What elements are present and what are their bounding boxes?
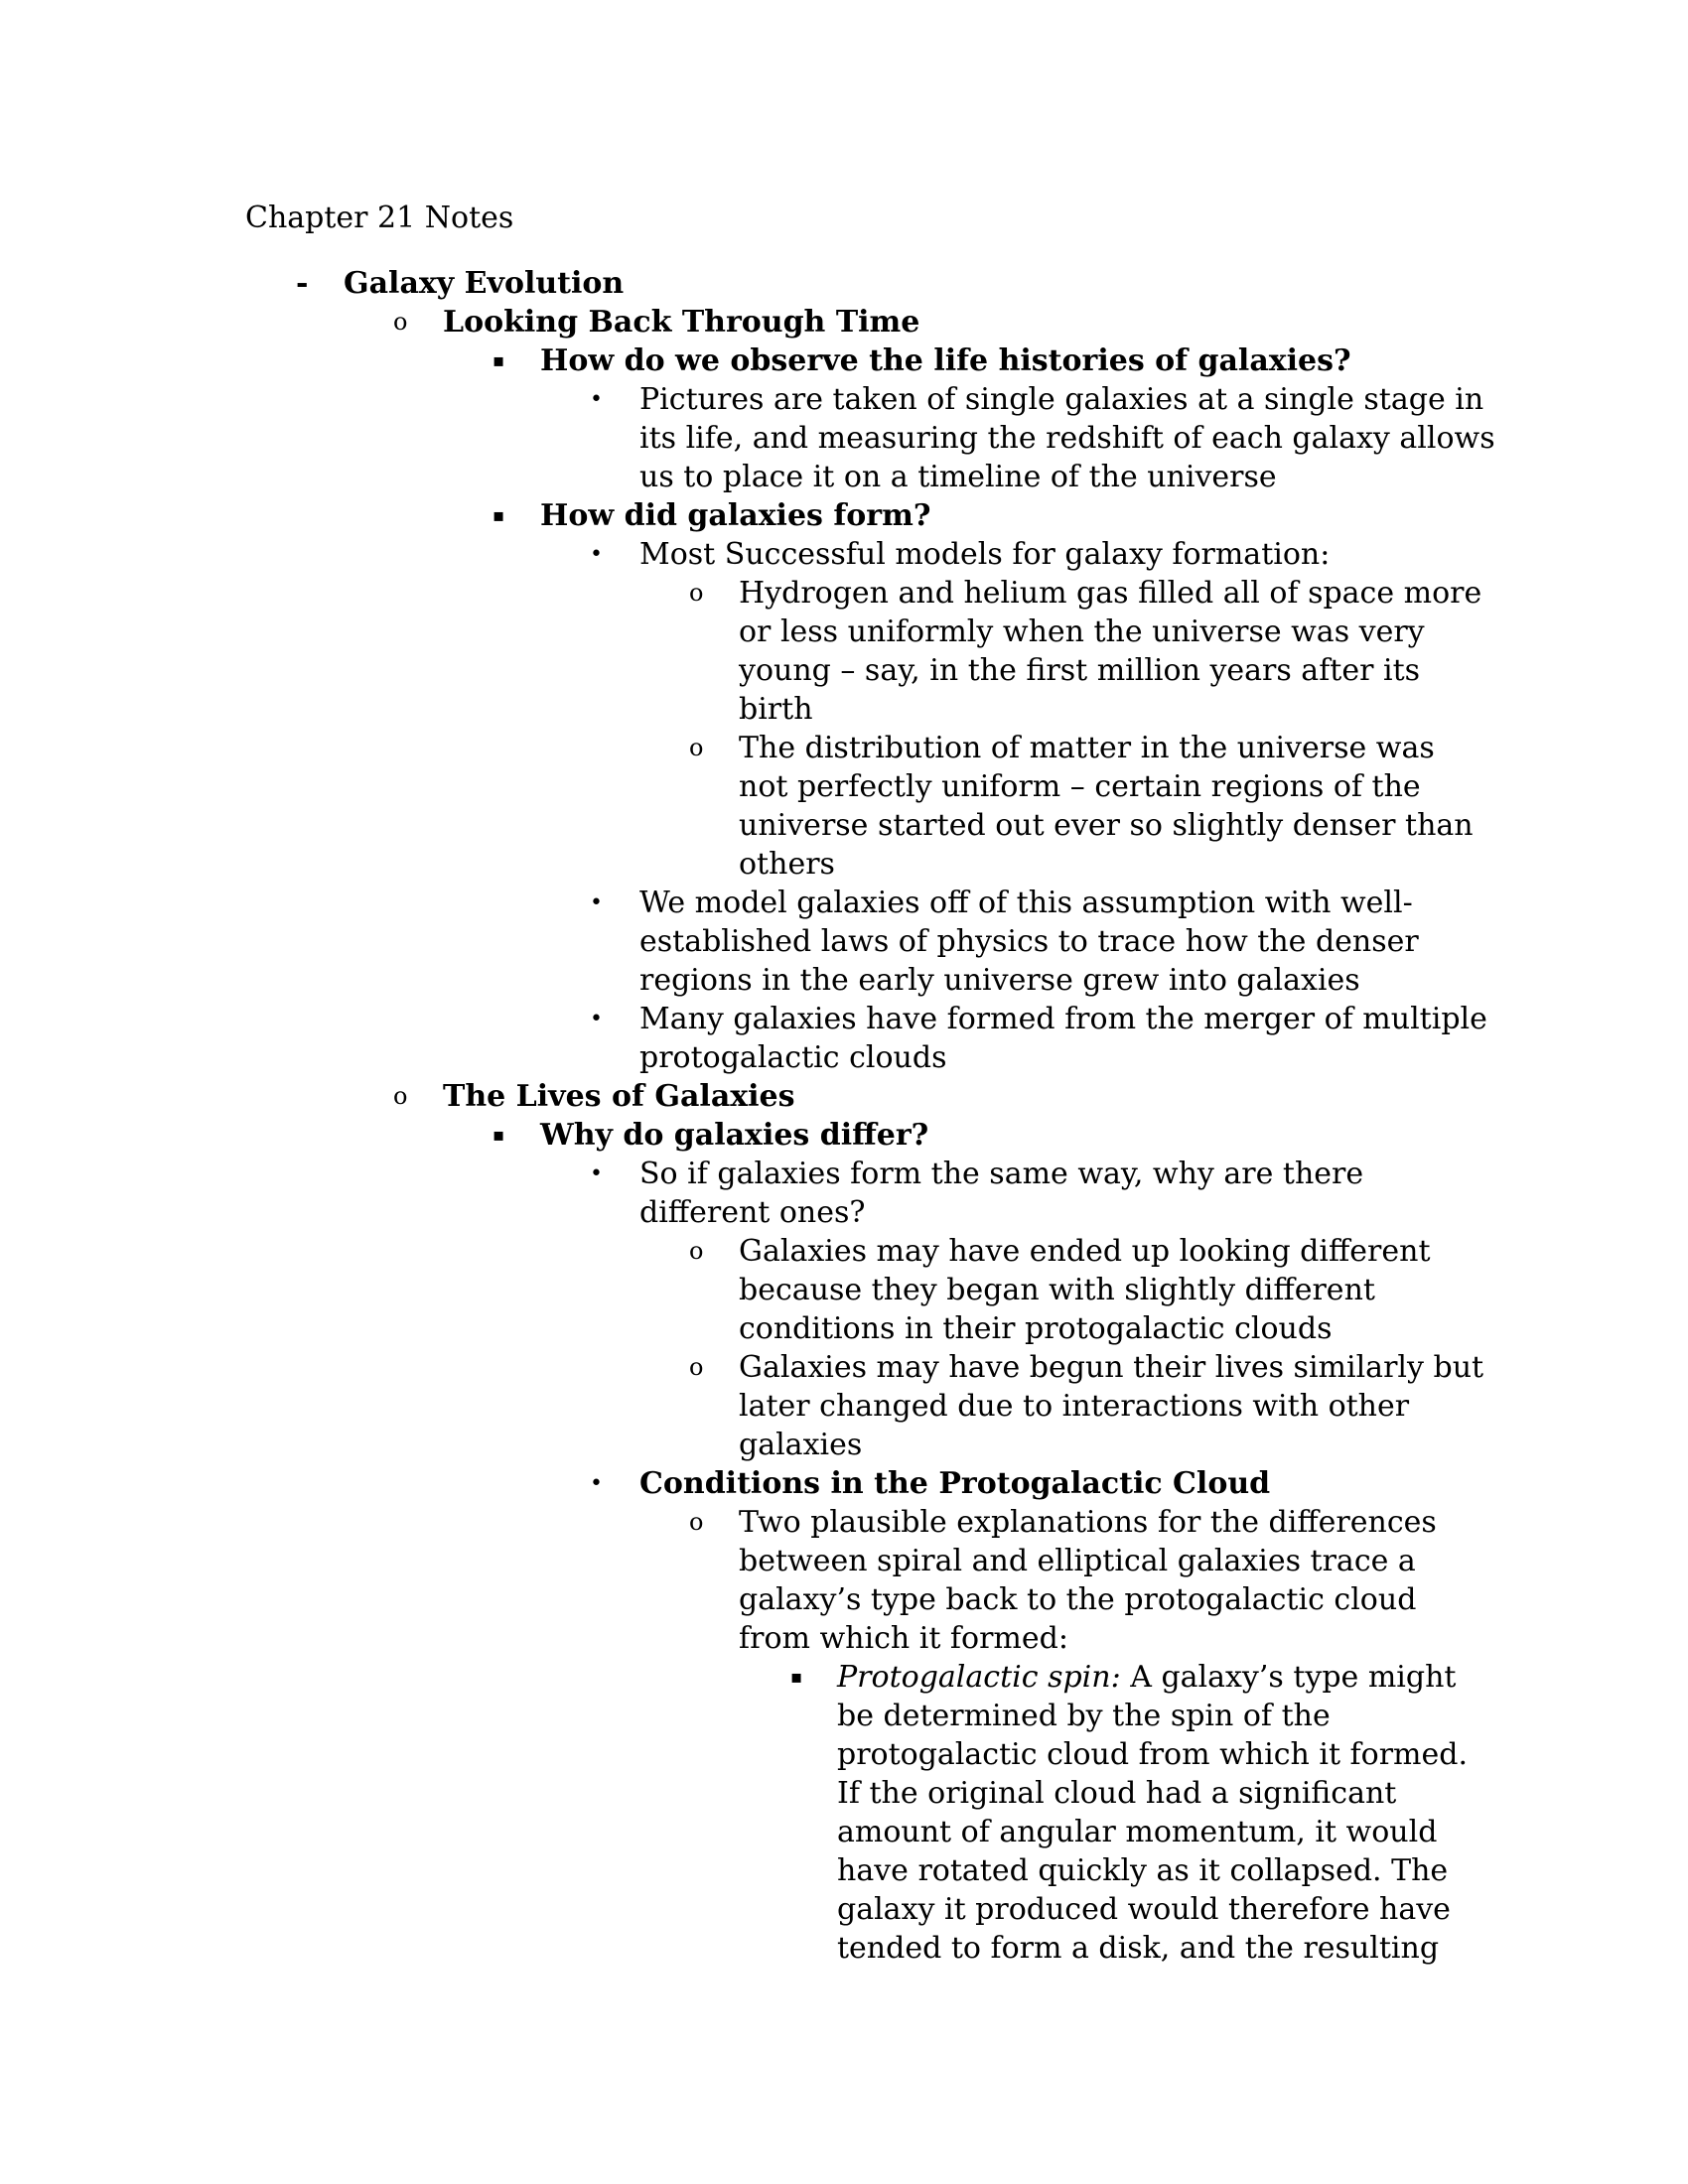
paragraph-line: galaxy’s type back to the protogalactic cloud bbox=[739, 1582, 1417, 1617]
paragraph-line: not perfectly uniform – certain regions of the bbox=[739, 769, 1421, 804]
heading-protogalactic-conditions: Conditions in the Protogalactic Cloud bbox=[639, 1466, 1271, 1501]
page-title: Chapter 21 Notes bbox=[245, 201, 514, 235]
paragraph-line: protogalactic clouds bbox=[639, 1040, 947, 1075]
paragraph-line: others bbox=[739, 847, 835, 882]
paragraph-line: established laws of physics to trace how the denser bbox=[639, 924, 1419, 959]
paragraph-line: regions in the early universe grew into galaxies bbox=[639, 963, 1360, 998]
dot-bullet-icon: • bbox=[590, 1471, 603, 1496]
paragraph-line: The distribution of matter in the universe was bbox=[739, 731, 1435, 765]
circle-bullet-icon: o bbox=[689, 1508, 704, 1536]
paragraph-line: Two plausible explanations for the differences bbox=[739, 1505, 1437, 1540]
paragraph-line: Hydrogen and helium gas filled all of space more bbox=[739, 576, 1482, 611]
paragraph-line: tended to form a disk, and the resulting bbox=[837, 1931, 1440, 1966]
circle-bullet-icon: o bbox=[689, 734, 704, 761]
paragraph-line: So if galaxies form the same way, why are there bbox=[639, 1157, 1364, 1191]
dash-bullet-icon: - bbox=[296, 266, 309, 301]
dot-bullet-icon: • bbox=[590, 890, 603, 915]
paragraph-line: universe started out ever so slightly denser than bbox=[739, 808, 1474, 843]
paragraph-text: A galaxy’s type might bbox=[1120, 1660, 1457, 1695]
paragraph-line: Pictures are taken of single galaxies at a single stage in bbox=[639, 382, 1484, 417]
paragraph-line: amount of angular momentum, it would bbox=[837, 1815, 1438, 1849]
dot-bullet-icon: • bbox=[590, 387, 603, 412]
circle-bullet-icon: o bbox=[689, 1353, 704, 1381]
paragraph-line: from which it formed: bbox=[739, 1621, 1068, 1656]
paragraph-line: Galaxies may have ended up looking different bbox=[739, 1234, 1431, 1269]
question-heading-galaxies-form: How did galaxies form? bbox=[540, 498, 931, 533]
paragraph-line-protogalactic-spin bbox=[837, 1658, 1456, 1697]
circle-bullet-icon: o bbox=[689, 579, 704, 607]
paragraph-line: Most Successful models for galaxy formation: bbox=[639, 537, 1331, 572]
circle-bullet-icon: o bbox=[393, 308, 408, 336]
paragraph-line: protogalactic cloud from which it formed. bbox=[837, 1737, 1468, 1772]
square-bullet-icon: ▪ bbox=[492, 505, 505, 526]
paragraph-line: have rotated quickly as it collapsed. The bbox=[837, 1853, 1449, 1888]
paragraph-line: conditions in their protogalactic clouds bbox=[739, 1311, 1333, 1346]
paragraph-line: If the original cloud had a significant bbox=[837, 1776, 1397, 1811]
dot-bullet-icon: • bbox=[590, 1161, 603, 1186]
dot-bullet-icon: • bbox=[590, 1007, 603, 1031]
paragraph-line: galaxy it produced would therefore have bbox=[837, 1892, 1451, 1927]
paragraph-line: its life, and measuring the redshift of each galaxy allows bbox=[639, 421, 1495, 456]
paragraph-line: between spiral and elliptical galaxies trace a bbox=[739, 1544, 1416, 1578]
paragraph-line: be determined by the spin of the bbox=[837, 1699, 1331, 1733]
circle-bullet-icon: o bbox=[393, 1082, 408, 1110]
circle-bullet-icon: o bbox=[689, 1237, 704, 1265]
subsection-heading-lives-of-galaxies: The Lives of Galaxies bbox=[443, 1079, 795, 1114]
term-protogalactic-spin: Protogalactic spin: bbox=[837, 1660, 1121, 1695]
paragraph-line: galaxies bbox=[739, 1428, 863, 1462]
paragraph-line: later changed due to interactions with other bbox=[739, 1389, 1410, 1424]
square-bullet-icon: ▪ bbox=[492, 1125, 505, 1146]
subsection-heading-looking-back: Looking Back Through Time bbox=[443, 305, 920, 340]
paragraph-line: or less uniformly when the universe was very bbox=[739, 614, 1425, 649]
square-bullet-icon: ▪ bbox=[492, 350, 505, 371]
question-heading-why-galaxies-differ: Why do galaxies differ? bbox=[540, 1118, 929, 1153]
question-heading-observe-life-histories: How do we observe the life histories of galaxies? bbox=[540, 343, 1351, 378]
paragraph-line: different ones? bbox=[639, 1195, 866, 1230]
square-bullet-icon: ▪ bbox=[790, 1667, 803, 1688]
paragraph-line: us to place it on a timeline of the universe bbox=[639, 460, 1277, 494]
dot-bullet-icon: • bbox=[590, 542, 603, 567]
paragraph-line: birth bbox=[739, 692, 813, 727]
paragraph-line: Many galaxies have formed from the merger of multiple bbox=[639, 1002, 1487, 1036]
paragraph-line: We model galaxies off of this assumption with well- bbox=[639, 886, 1413, 920]
paragraph-line: young – say, in the first million years after its bbox=[739, 653, 1421, 688]
paragraph-line: Galaxies may have begun their lives similarly but bbox=[739, 1350, 1484, 1385]
section-heading-galaxy-evolution: Galaxy Evolution bbox=[344, 266, 625, 301]
paragraph-line: because they began with slightly different bbox=[739, 1273, 1375, 1307]
